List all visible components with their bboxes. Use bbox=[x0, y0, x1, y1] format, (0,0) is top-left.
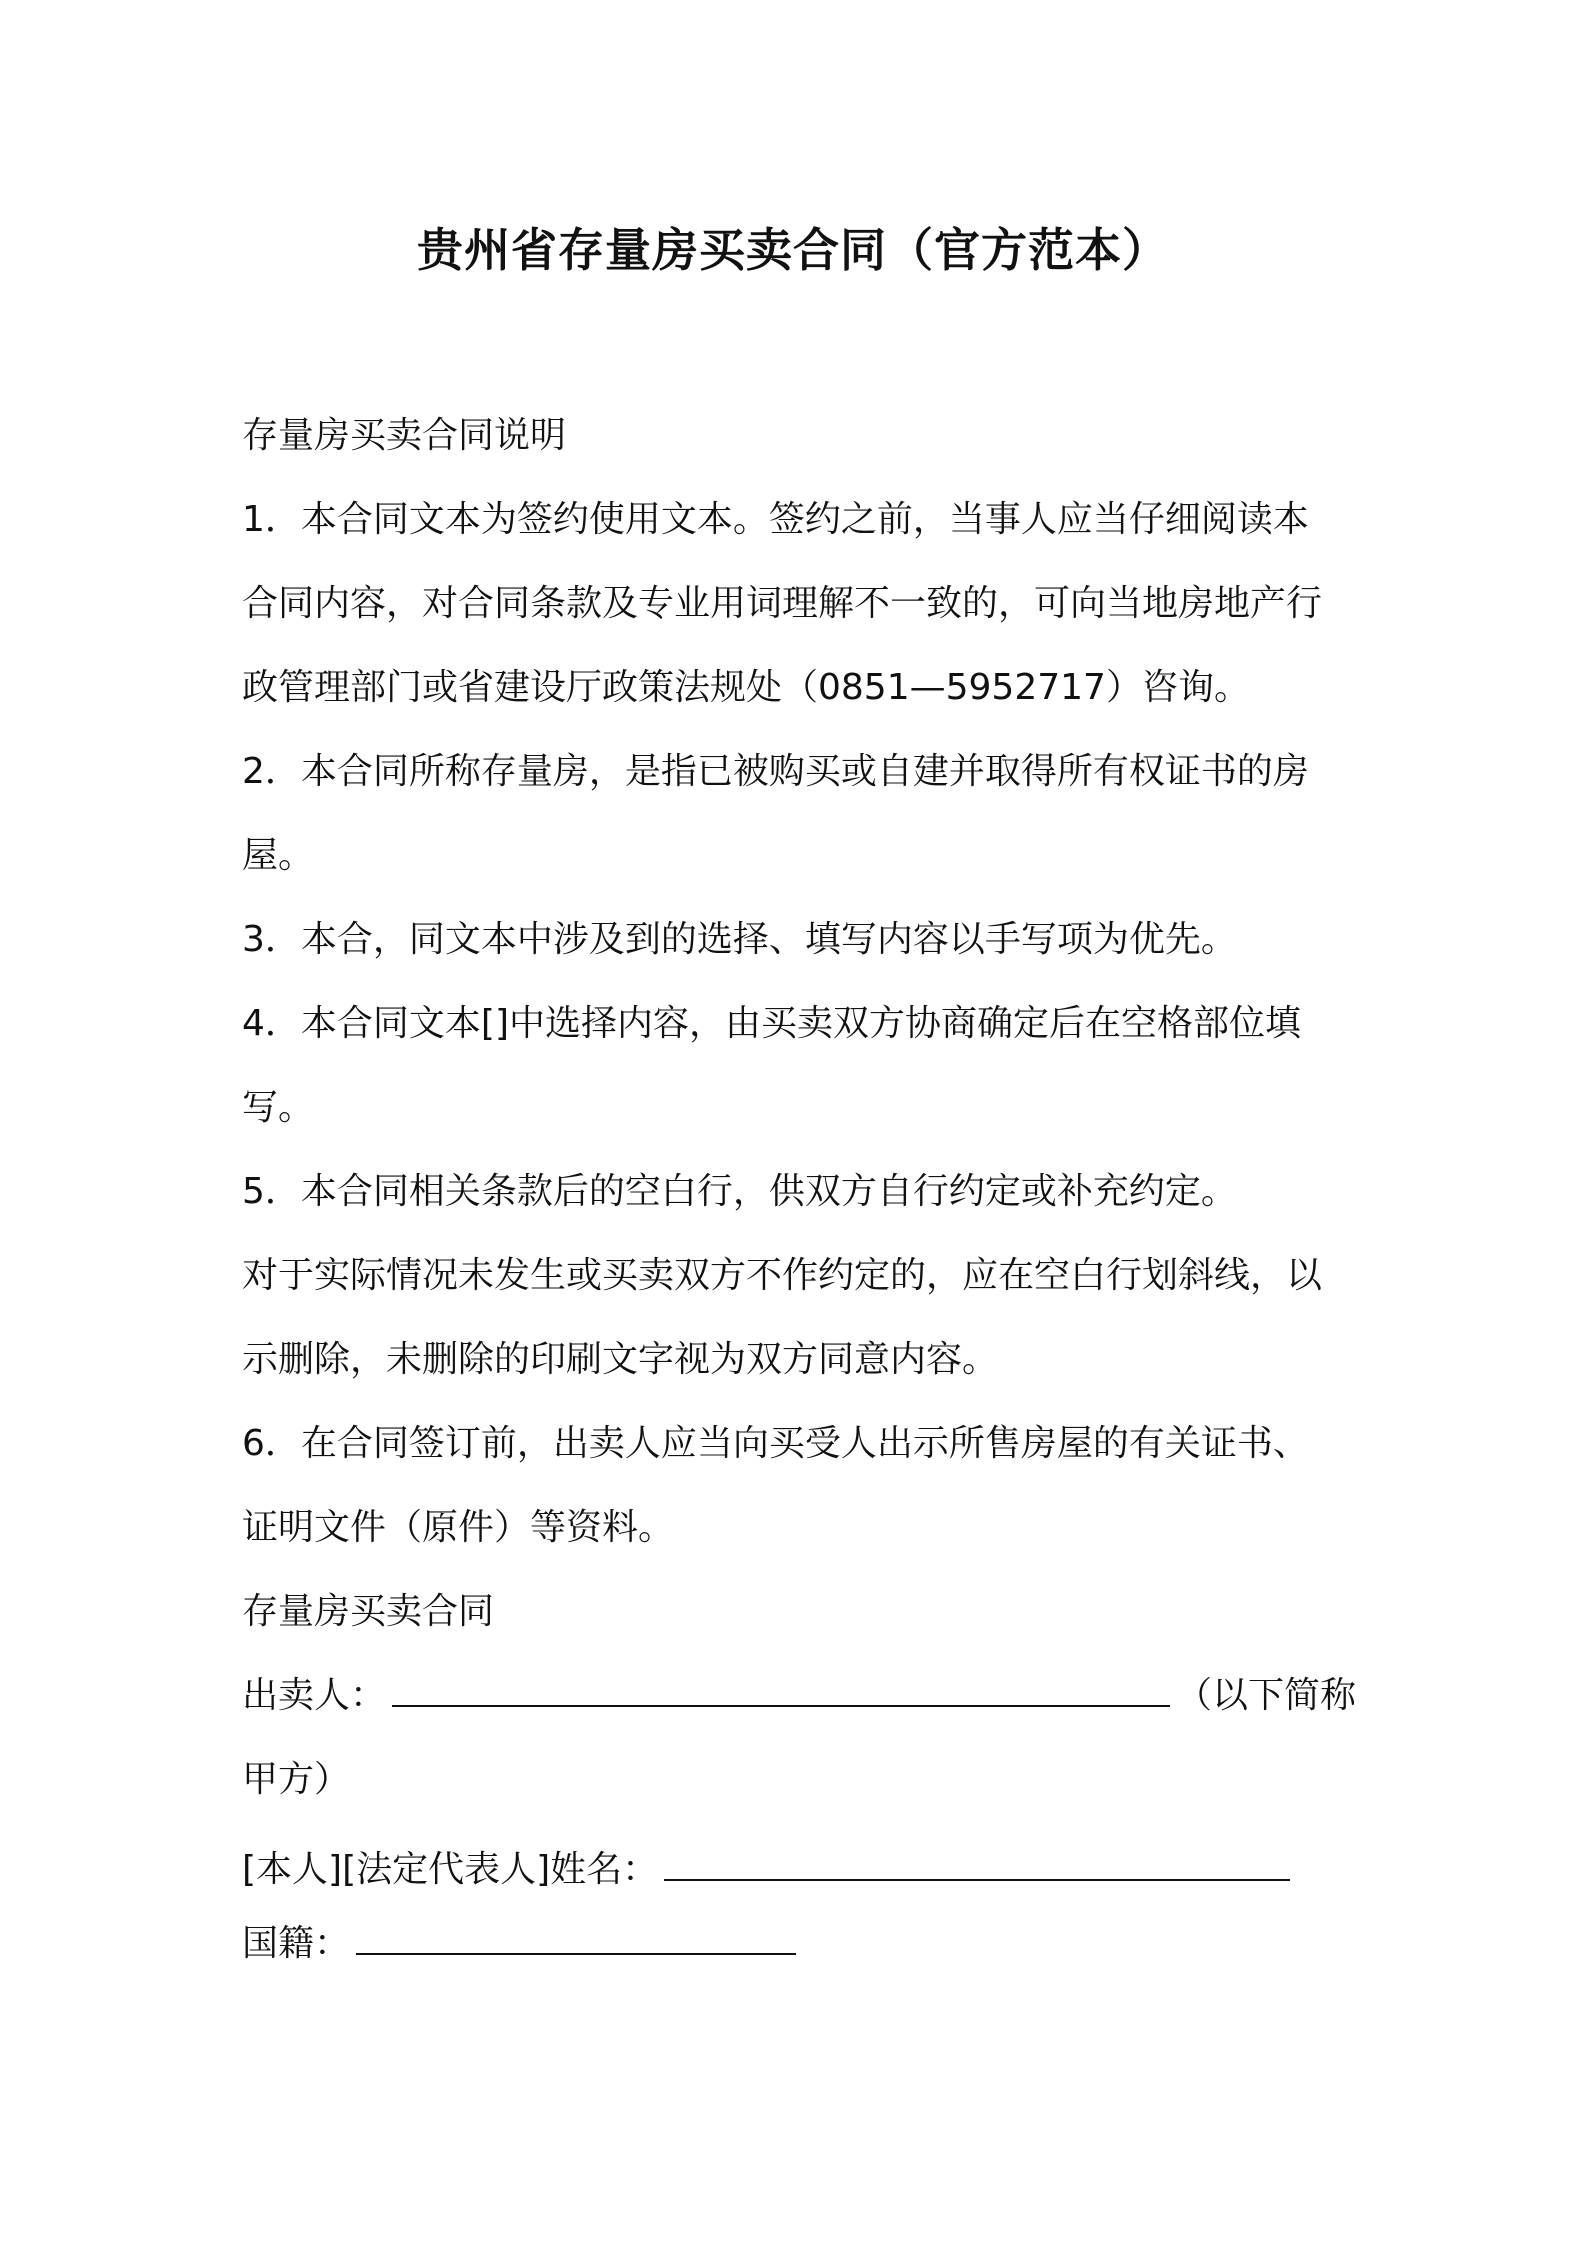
paragraph-line: 写。 bbox=[242, 1087, 315, 1128]
paragraph-line: 4．本合同文本[]中选择内容，由买卖双方协商确定后在空格部位填 bbox=[242, 1003, 1301, 1044]
paragraph-line: 5．本合同相关条款后的空白行，供双方自行约定或补充约定。 bbox=[242, 1171, 1237, 1212]
document-title: 贵州省存量房买卖合同（官方范本） bbox=[417, 223, 1169, 277]
seller-suffix-line2: 甲方） bbox=[242, 1759, 351, 1800]
paragraph-line: 1．本合同文本为签约使用文本。签约之前，当事人应当仔细阅读本 bbox=[242, 499, 1309, 540]
nationality-blank-field[interactable] bbox=[356, 1919, 796, 1955]
seller-blank-field[interactable] bbox=[392, 1671, 1170, 1707]
paragraph-line: 示删除，未删除的印刷文字视为双方同意内容。 bbox=[242, 1339, 999, 1380]
name-blank-field[interactable] bbox=[664, 1845, 1290, 1881]
nationality-row bbox=[242, 1918, 1362, 1970]
paragraph-line: 证明文件（原件）等资料。 bbox=[242, 1507, 675, 1548]
seller-label: 出卖人： bbox=[242, 1675, 387, 1716]
paragraph-line: 2．本合同所称存量房，是指已被购买或自建并取得所有权证书的房 bbox=[242, 751, 1309, 792]
paragraph-line: 政管理部门或省建设厅政策法规处（0851—5952717）咨询。 bbox=[242, 667, 1250, 708]
contract-heading: 存量房买卖合同 bbox=[242, 1591, 495, 1632]
seller-suffix: （以下简称 bbox=[1176, 1675, 1357, 1716]
seller-row bbox=[242, 1670, 1362, 1722]
name-row bbox=[242, 1844, 1362, 1896]
paragraph-line: 屋。 bbox=[242, 835, 315, 876]
nationality-label: 国籍： bbox=[242, 1923, 351, 1964]
paragraph-line: 6．在合同签订前，出卖人应当向买受人出示所售房屋的有关证书、 bbox=[242, 1423, 1309, 1464]
paragraph-line: 对于实际情况未发生或买卖双方不作约定的，应在空白行划斜线，以 bbox=[242, 1255, 1323, 1296]
section-heading: 存量房买卖合同说明 bbox=[242, 415, 567, 456]
name-label: [本人][法定代表人]姓名： bbox=[242, 1849, 659, 1890]
paragraph-line: 3．本合，同文本中涉及到的选择、填写内容以手写项为优先。 bbox=[242, 919, 1237, 960]
paragraph-line: 合同内容，对合同条款及专业用词理解不一致的，可向当地房地产行 bbox=[242, 583, 1323, 624]
